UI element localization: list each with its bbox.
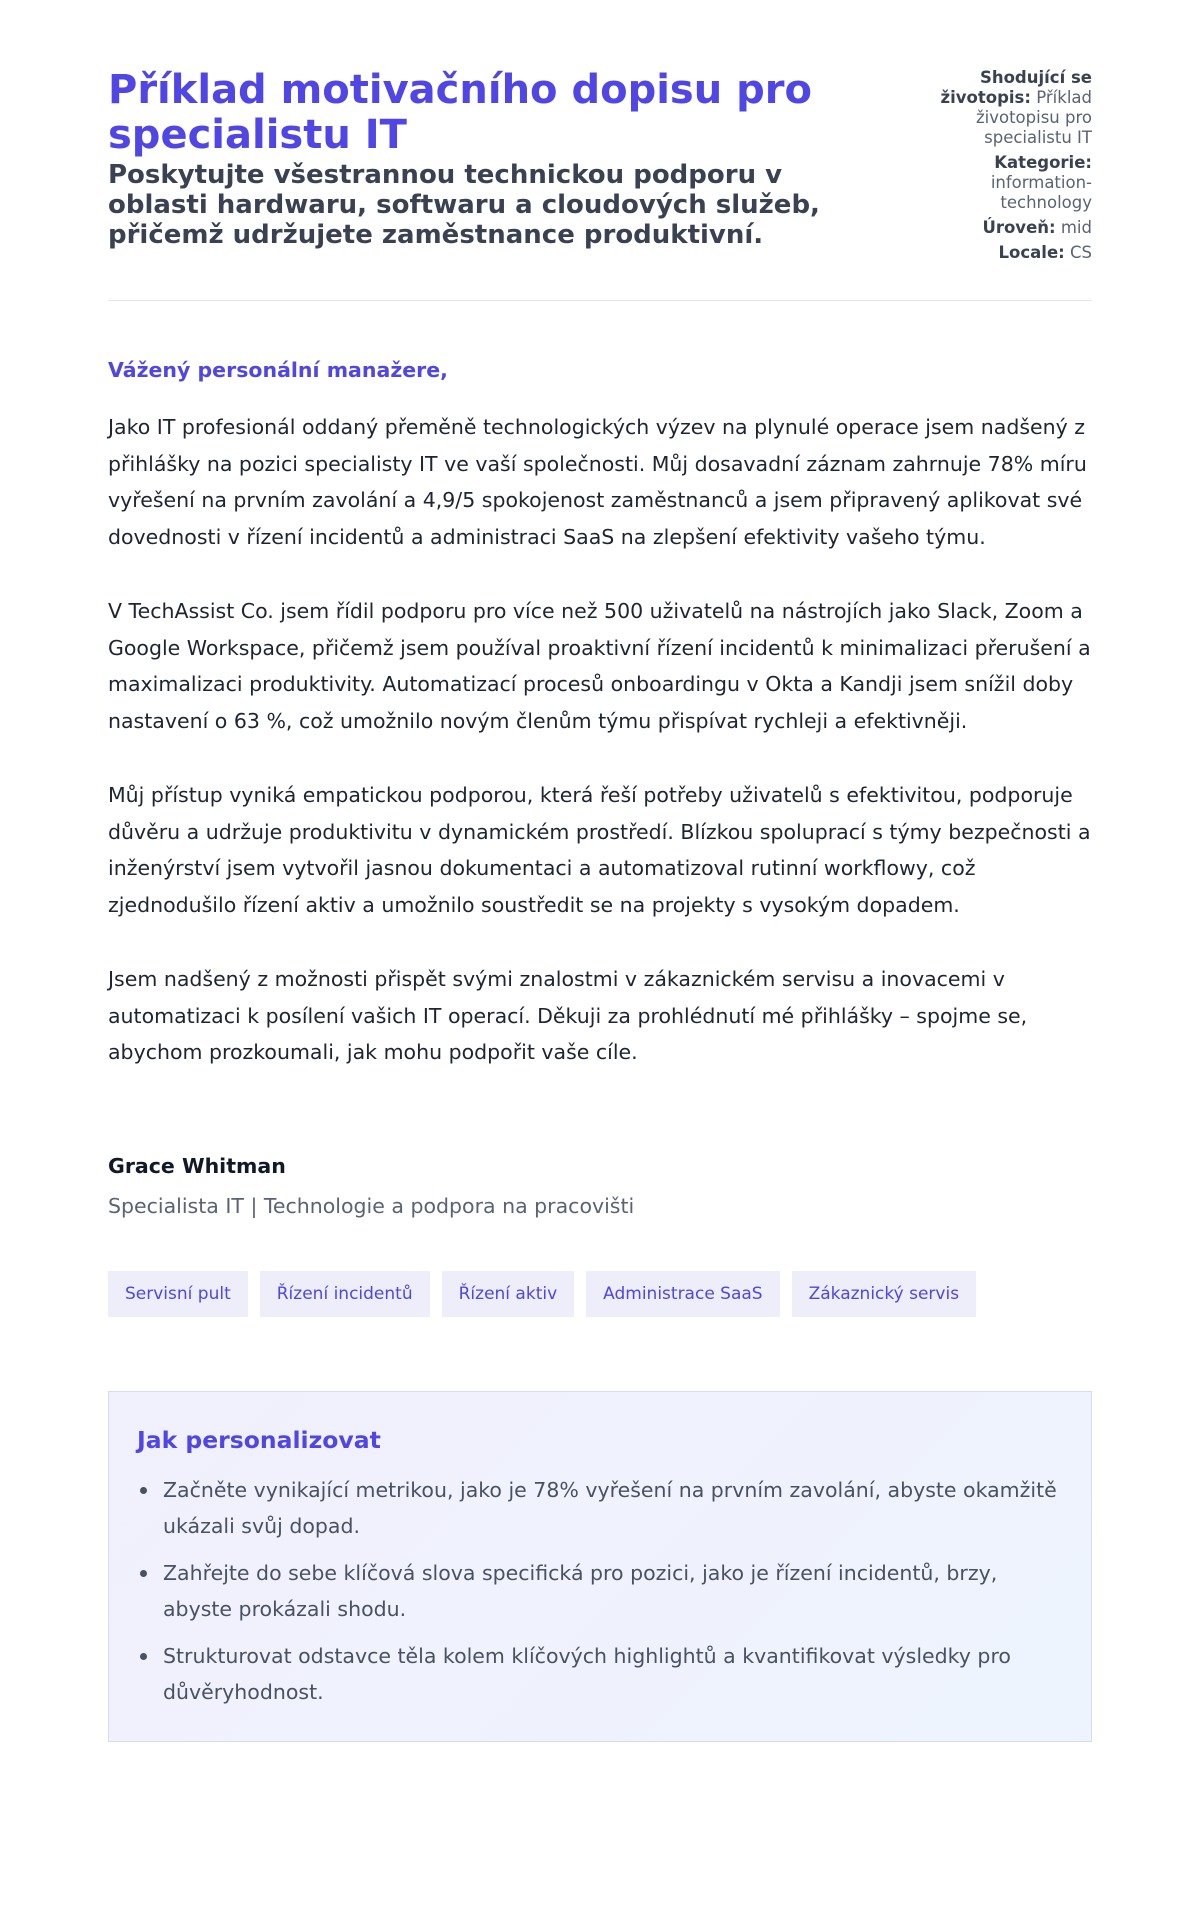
letter-paragraph: V TechAssist Co. jsem řídil podporu pro více než 500 uživatelů na nástrojích jako Slack, Zoom a Google Workspace, přičemž jsem používal proaktivní řízení incidentů k minimalizaci přerušení a maximalizaci produktivity. Automatizací procesů onboardingu v Okta a Kandji jsem snížil doby nastavení o 63 %, což umožnilo novým členům týmu přispívat rychleji a efektivněji. bbox=[108, 599, 1091, 733]
tips-item: Začněte vynikající metrikou, jako je 78% vyřešení na prvním zavolání, abyste okamžitě ukázali svůj dopad. bbox=[137, 1472, 1063, 1545]
meta-locale bbox=[912, 243, 1092, 263]
personalization-tips bbox=[108, 1391, 1092, 1742]
skill-tag: Řízení aktiv bbox=[442, 1271, 575, 1317]
signature-block bbox=[108, 1153, 1092, 1219]
letter-paragraph: Jsem nadšený z možnosti přispět svými znalostmi v zákaznickém servisu a inovacemi v automatizaci k posílení vašich IT operací. Děkuji za prohlédnutí mé přihlášky – spojme se, abychom prozkoumali, jak mohu podpořit vaše cíle. bbox=[108, 967, 1028, 1064]
meta-value: CS bbox=[1070, 243, 1092, 262]
letter-paragraph: Jako IT profesionál oddaný přeměně technologických výzev na plynulé operace jsem nadšený z přihlášky na pozici specialisty IT ve vaší společnosti. Můj dosavadní záznam zahrnuje 78% míru vyřešení na prvním zavolání a 4,9/5 spokojenost zaměstnanců a jsem připravený aplikovat své dovednosti v řízení incidentů a administraci SaaS na zlepšení efektivity vašeho týmu. bbox=[108, 415, 1087, 549]
skill-tag: Zákaznický servis bbox=[792, 1271, 976, 1317]
tips-item: Strukturovat odstavce těla kolem klíčových highlightů a kvantifikovat výsledky pro důvěryhodnost. bbox=[137, 1638, 1063, 1711]
meta-key: Úroveň: bbox=[982, 218, 1056, 237]
page-header bbox=[108, 68, 1092, 301]
skill-tags bbox=[108, 1271, 1092, 1317]
meta-key: Kategorie: bbox=[994, 153, 1092, 172]
meta-value: mid bbox=[1060, 218, 1092, 237]
meta-key: Shodující se životopis: bbox=[940, 68, 1092, 107]
skill-tag: Administrace SaaS bbox=[586, 1271, 779, 1317]
meta-level bbox=[912, 218, 1092, 238]
meta-category bbox=[912, 153, 1092, 213]
meta-key: Locale: bbox=[998, 243, 1065, 262]
signature-name: Grace Whitman bbox=[108, 1153, 286, 1178]
meta-matching-resume bbox=[912, 68, 1092, 148]
letter-body bbox=[108, 301, 1092, 1219]
meta-value-link[interactable]: Příklad životopisu pro specialistu IT bbox=[975, 88, 1092, 147]
tips-title: Jak personalizovat bbox=[137, 1425, 381, 1454]
meta-value: information-technology bbox=[990, 173, 1092, 212]
page-title: Příklad motivačního dopisu pro specialistu IT bbox=[108, 67, 812, 158]
header-titles bbox=[108, 68, 838, 250]
salutation: Vážený personální manažere, bbox=[108, 358, 448, 382]
page-subtitle: Poskytujte všestrannou technickou podporu v oblasti hardwaru, softwaru a cloudových služeb, přičemž udržujete zaměstnance produktivní. bbox=[108, 160, 820, 250]
signature-role: Specialista IT | Technologie a podpora na pracovišti bbox=[108, 1193, 635, 1218]
tips-list bbox=[137, 1472, 1063, 1711]
letter-paragraph: Můj přístup vyniká empatickou podporou, která řeší potřeby uživatelů s efektivitou, podporuje důvěru a udržuje produktivitu v dynamickém prostředí. Blízkou spoluprací s týmy bezpečnosti a inženýrství jsem vytvořil jasnou dokumentaci a automatizoval rutinní workflowy, což zjednodušilo řízení aktiv a umožnilo soustředit se na projekty s vysokým dopadem. bbox=[108, 783, 1091, 917]
skill-tag: Řízení incidentů bbox=[260, 1271, 430, 1317]
skill-tag: Servisní pult bbox=[108, 1271, 248, 1317]
meta-panel bbox=[912, 68, 1092, 268]
tips-item: Zahřejte do sebe klíčová slova specifická pro pozici, jako je řízení incidentů, brzy, abyste prokázali shodu. bbox=[137, 1555, 1063, 1628]
